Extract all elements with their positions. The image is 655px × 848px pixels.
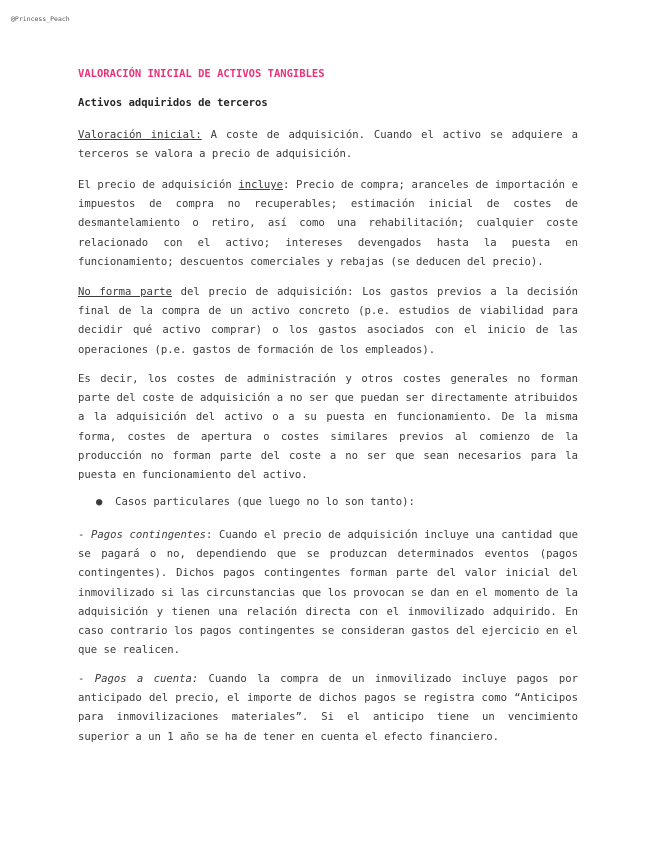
pagos-contingentes-text: : Cuando el precio de adquisición incluye una cantidad que se pagará o no, dependiendo que se produzcan determinados eventos (pagos contingentes). Dichos pagos contingentes forman parte del valor inicial del inmovilizado si las circunstancias que los provocan se dan en el momento de la adquisición y tienen una relación directa con el inmovilizado adquirido. En caso contrario los pagos contingentes se consideran gastos del ejercicio en el que se realicen.: [78, 529, 578, 657]
incluye-label: incluye: [238, 179, 284, 191]
bullet-dot-icon: ●: [96, 496, 103, 508]
paragraph-pagos-contingentes: [78, 526, 578, 660]
paragraph-es-decir: Es decir, los costes de administración y otros costes generales no forman parte del coste de adquisición a no ser que puedan ser directamente atribuidos a la adquisición del activo o a su puesta en funcionamiento. De la misma forma, costes de apertura o costes similares previos al comienzo de la producción no forman parte del coste a no ser que sean necesarios para la puesta en funcionamiento del activo.: [78, 373, 578, 482]
bullet-item: [96, 496, 415, 508]
no-forma-parte-label: No forma parte: [78, 286, 172, 298]
pagos-a-cuenta-dash: -: [78, 673, 95, 685]
valoracion-label: Valoración inicial:: [78, 129, 202, 141]
paragraph-valoracion-inicial: [78, 126, 578, 164]
section-subtitle: Activos adquiridos de terceros: [78, 97, 268, 109]
pagos-a-cuenta-text: Cuando la compra de un inmovilizado incluye pagos por anticipado del precio, el importe de dichos pagos se registra como “Anticipos para inmovilizaciones materiales”. Si el anticipo tiene un vencimiento superior a un 1 año se ha de tener en cuenta el efecto financiero.: [78, 673, 578, 743]
valoracion-text: A coste de adquisición. Cuando el activo se adquiere a terceros se valora a precio de adquisición.: [78, 129, 578, 161]
no-forma-parte-text: del precio de adquisición: Los gastos previos a la decisión final de la compra de un activo concreto (p.e. estudios de viabilidad para decidir qué activo comprar) o los gastos asociados con el inicio de las operaciones (p.e. gastos de formación de los empleados).: [78, 286, 578, 356]
section-title: VALORACIÓN INICIAL DE ACTIVOS TANGIBLES: [78, 68, 325, 80]
author-handle: @Princess_Peach: [11, 15, 70, 23]
bullet-text: Casos particulares (que luego no lo son tanto):: [115, 496, 415, 508]
paragraph-no-forma-parte: [78, 283, 578, 360]
pagos-a-cuenta-label: Pagos a cuenta:: [94, 673, 199, 685]
incluye-text: : Precio de compra; aranceles de importación e impuestos de compra no recuperables; estimación inicial de costes de desmantelamiento o retiro, así como una rehabilitación; cualquier coste relacionado con el activo; intereses devengados hasta la puesta en funcionamiento; descuentos comerciales y rebajas (se deducen del precio).: [78, 179, 578, 268]
paragraph-pagos-a-cuenta: [78, 670, 578, 747]
pagos-contingentes-dash: -: [78, 529, 91, 541]
paragraph-incluye: [78, 176, 578, 272]
incluye-pre: El precio de adquisición: [78, 179, 239, 191]
pagos-contingentes-label: Pagos contingentes: [90, 529, 207, 541]
